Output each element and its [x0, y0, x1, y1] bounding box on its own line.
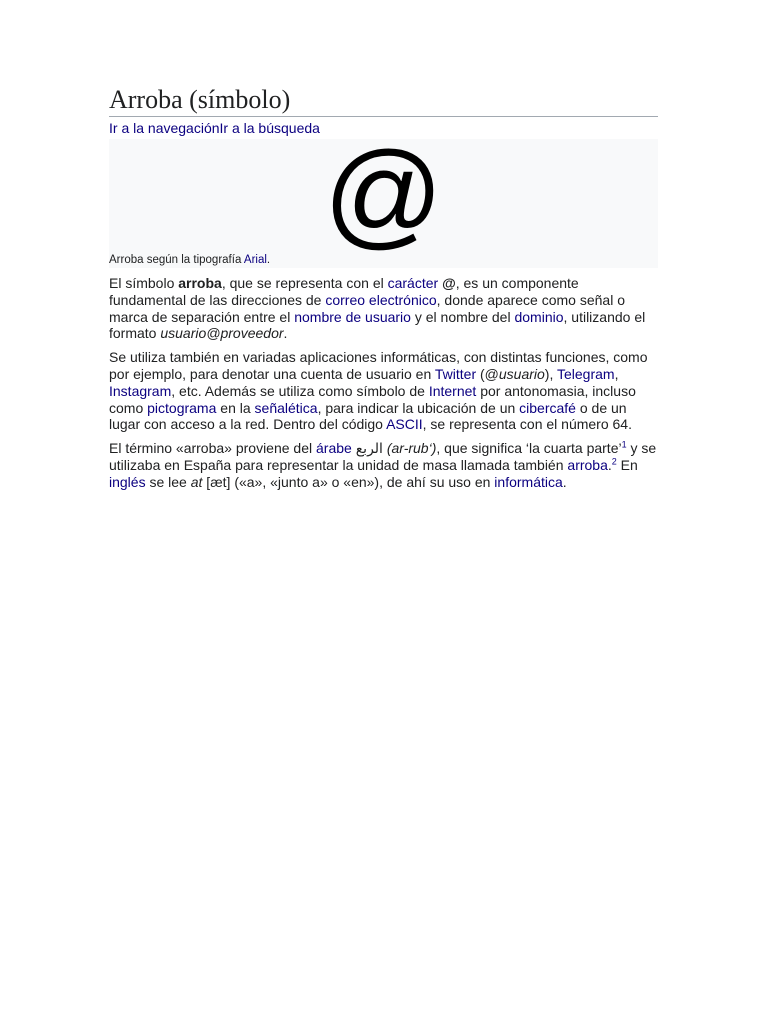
- at-symbol-image: @: [323, 128, 444, 260]
- jump-to-search-link[interactable]: Ir a la búsqueda: [219, 120, 320, 136]
- article: [109, 84, 658, 491]
- caption-text: Arroba según la tipografía: [109, 254, 244, 266]
- text: , que se representa con el: [221, 275, 388, 291]
- bold-term-arroba: arroba: [178, 275, 222, 291]
- page-title: Arroba (símbolo): [109, 84, 658, 117]
- text: En: [616, 456, 638, 473]
- link-telegram[interactable]: Telegram: [557, 365, 615, 382]
- text: y el nombre del: [410, 308, 515, 325]
- link-nombre-de-usuario[interactable]: nombre de usuario: [294, 308, 411, 325]
- link-twitter[interactable]: Twitter: [434, 365, 477, 382]
- text: por antonomasia, incluso como: [109, 382, 636, 416]
- text: , etc. Además se utiliza como símbolo de: [171, 382, 429, 399]
- reference-1-link[interactable]: 1: [621, 439, 627, 450]
- italic-usuario: usuario: [498, 365, 545, 382]
- link-internet[interactable]: Internet: [428, 382, 477, 399]
- bold-at-sign: @: [442, 275, 456, 291]
- text: .: [607, 456, 612, 473]
- figure-caption: [109, 254, 270, 266]
- link-ingles[interactable]: inglés: [109, 473, 146, 490]
- text: en la: [216, 399, 255, 416]
- text: .: [283, 325, 288, 342]
- text: , que significa ‘la cuarta parte’: [436, 440, 622, 457]
- text: , es un componente fundamental de las direcciones de: [109, 275, 579, 308]
- italic-format: usuario@proveedor: [160, 325, 284, 342]
- text: .: [562, 473, 567, 490]
- link-arial[interactable]: Arial: [243, 254, 267, 266]
- link-cibercafe[interactable]: cibercafé: [519, 399, 576, 416]
- link-arabe[interactable]: árabe: [316, 440, 352, 457]
- text: o de un lugar con acceso a la red. Dentro del código: [109, 399, 627, 433]
- text: , para indicar la ubicación de un: [317, 399, 520, 416]
- text: El símbolo: [109, 275, 179, 291]
- paragraph-3: [109, 440, 658, 490]
- text: , utilizando el formato: [109, 308, 646, 342]
- text: , se representa con el número 64.: [422, 416, 632, 433]
- caption-text-end: .: [266, 254, 271, 266]
- jump-to-navigation-link[interactable]: Ir a la navegación: [109, 120, 220, 136]
- link-dominio[interactable]: dominio: [514, 308, 564, 325]
- text: , donde aparece como señal o marca de separación entre el: [109, 291, 625, 325]
- text: [æt] («a», «junto a» o «en»), de ahí su uso en: [202, 473, 495, 490]
- link-instagram[interactable]: Instagram: [109, 382, 172, 399]
- link-senaletica[interactable]: señalética: [254, 399, 318, 416]
- link-correo-electronico[interactable]: correo electrónico: [325, 291, 437, 308]
- text: ),: [544, 365, 557, 382]
- italic-at: at: [190, 473, 203, 490]
- text: y se utilizaba en España para representar la unidad de masa llamada también: [109, 440, 657, 473]
- paragraph-1: [109, 275, 658, 342]
- text: se lee: [145, 473, 191, 490]
- arabic-word: الربع: [355, 440, 383, 457]
- link-informatica[interactable]: informática: [494, 473, 563, 490]
- text: Se utiliza también en variadas aplicaciones informáticas, con distintas funciones, como por ejemplo, para denotar una cuenta de usuario en: [109, 349, 648, 382]
- link-arroba-unidad[interactable]: arroba: [567, 456, 608, 473]
- text: El término «arroba» proviene del: [109, 440, 317, 457]
- reference-2-link[interactable]: 2: [611, 456, 617, 467]
- italic-transliteration: (ar-rub‘): [386, 440, 437, 457]
- text: (@: [476, 365, 499, 382]
- text: ,: [614, 365, 619, 382]
- link-caracter[interactable]: carácter: [387, 275, 439, 291]
- link-ascii[interactable]: ASCII: [386, 416, 423, 433]
- link-pictograma[interactable]: pictograma: [147, 399, 217, 416]
- paragraph-2: [109, 349, 658, 433]
